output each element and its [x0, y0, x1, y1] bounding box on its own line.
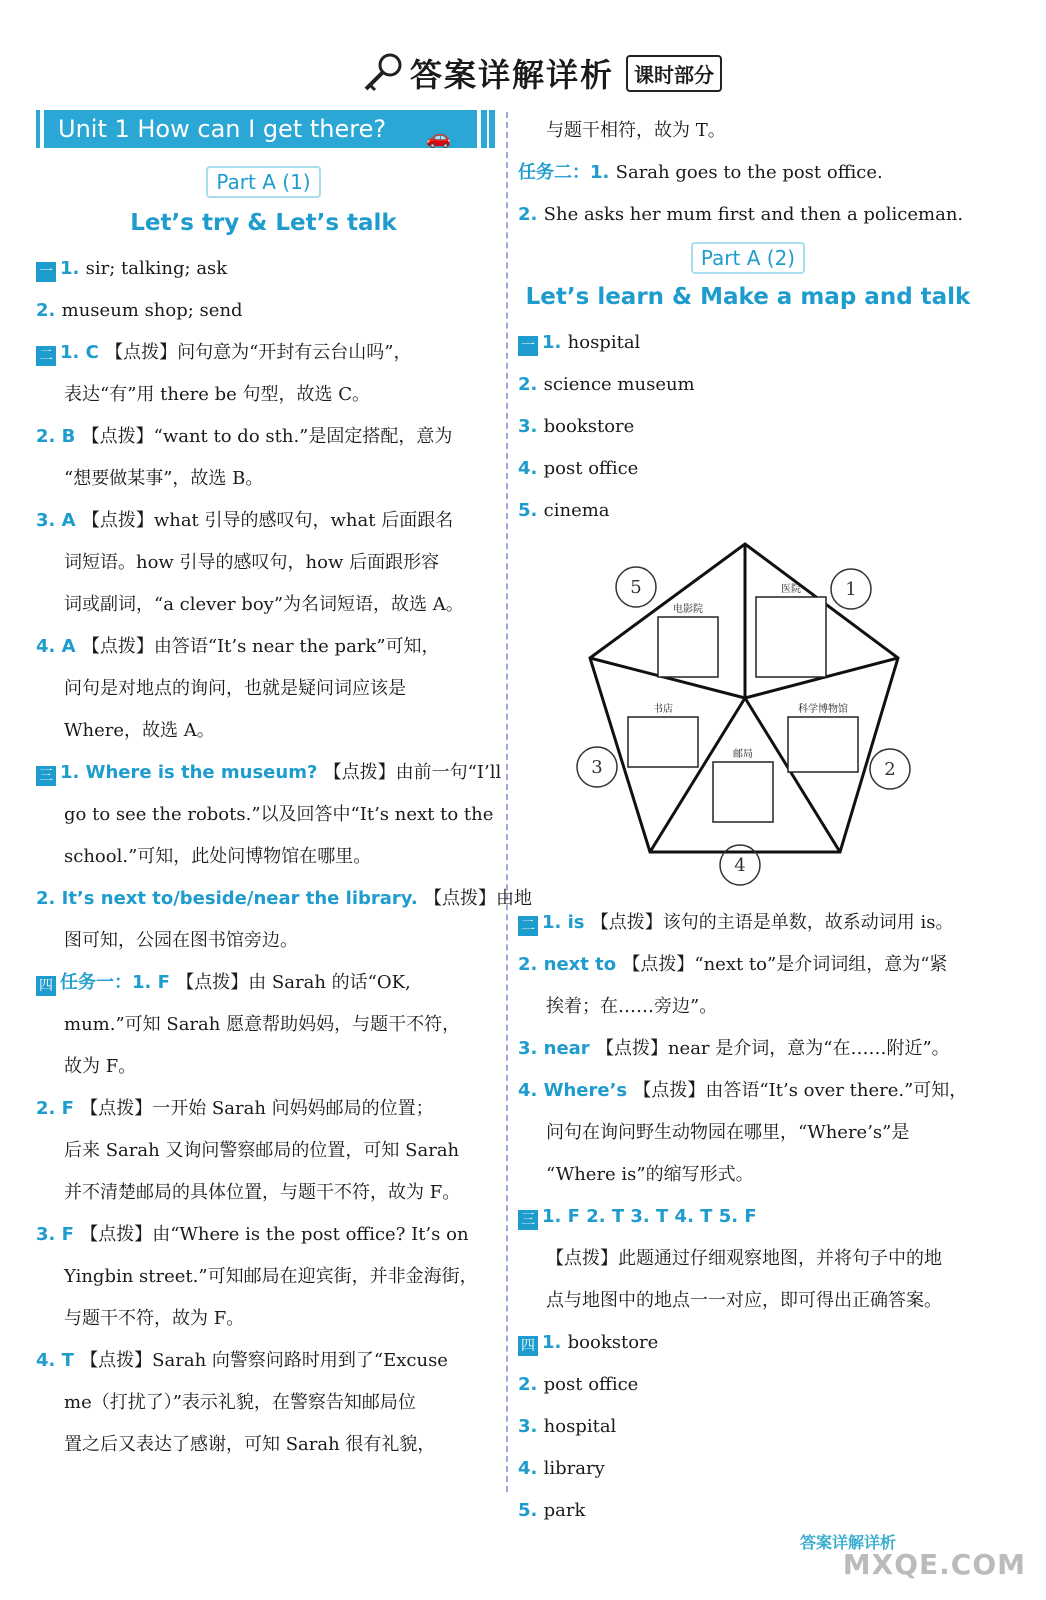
answer-text: library: [543, 1458, 605, 1479]
answer-key: 4. T: [36, 1350, 81, 1371]
answer-line: [36, 878, 532, 920]
answer-line: [36, 920, 491, 962]
answer-line: [518, 152, 978, 194]
answer-line: [518, 1448, 978, 1490]
answer-text: 【点拨】由答语“It’s near the park”可知，: [81, 636, 440, 657]
answer-text: 【点拨】此题通过仔细观察地图，并将句子中的地: [546, 1248, 942, 1269]
answer-line: [518, 110, 978, 152]
answer-line: [36, 248, 491, 290]
answer-line: [36, 1088, 491, 1130]
answer-line: [518, 902, 978, 944]
answer-text: mum.”可知 Sarah 愿意帮助妈妈，与题干不符，: [64, 1014, 461, 1035]
answer-line: [518, 1364, 978, 1406]
answer-text: cinema: [543, 500, 610, 521]
answer-line: [36, 332, 491, 374]
answer-text: “Where is”的缩写形式。: [546, 1164, 754, 1185]
answer-line: [36, 584, 491, 626]
left-column: [36, 110, 532, 1466]
answer-text: bookstore: [543, 416, 635, 437]
answer-line: [518, 986, 978, 1028]
answer-key: 5.: [518, 1500, 544, 1521]
answer-key: 2. F: [36, 1098, 81, 1119]
answer-line: [518, 1196, 978, 1238]
answer-line: [36, 1298, 491, 1340]
answer-text: 【点拨】问句意为“开封有云台山吗”，: [105, 342, 412, 363]
answer-line: [518, 1154, 978, 1196]
answer-key: 4. A: [36, 636, 82, 657]
answer-text: 【点拨】“next to”是介词词组，意为“紧: [622, 954, 948, 975]
answer-text: She asks her mum first and then a policeman.: [543, 204, 964, 225]
section-marker: 二: [518, 916, 538, 936]
answer-key: 1. Where is the museum?: [60, 762, 324, 783]
answer-key: 3.: [518, 1416, 544, 1437]
answer-line: [36, 1382, 491, 1424]
answer-line: [518, 1238, 978, 1280]
map-sign-bookstore: 书店: [653, 704, 673, 715]
page-header: [360, 48, 722, 98]
answer-key: 2.: [36, 300, 62, 321]
part-a2-label: Part A (2): [691, 242, 805, 274]
answer-text: post office: [543, 1374, 639, 1395]
answer-line: [518, 1280, 978, 1322]
answer-text: 与题干不符，故为 F。: [64, 1308, 245, 1329]
answer-key: 任务二：1.: [518, 162, 616, 183]
answer-text: science museum: [543, 374, 695, 395]
answer-text: 【点拨】由“Where is the post office? It’s on: [80, 1224, 469, 1245]
section-title-1: Let’s try & Let’s talk: [130, 210, 397, 236]
answer-line: [36, 710, 491, 752]
answer-line: [36, 374, 491, 416]
answer-line: [36, 500, 491, 542]
answer-key: 3. A: [36, 510, 82, 531]
answer-key: 2.: [518, 204, 544, 225]
answer-text: park: [543, 1500, 586, 1521]
section-marker: 三: [36, 766, 56, 786]
left-answers: [36, 248, 532, 1466]
answer-text: 图可知，公园在图书馆旁边。: [64, 930, 298, 951]
answer-line: [518, 490, 978, 532]
answer-key: 4.: [518, 1458, 544, 1479]
answer-text: 后来 Sarah 又询问警察邮局的位置，可知 Sarah: [64, 1140, 460, 1161]
answer-line: [36, 1340, 491, 1382]
answer-text: post office: [543, 458, 639, 479]
answer-line: [518, 322, 978, 364]
answer-text: 【点拨】由 Sarah 的话“OK,: [176, 972, 411, 993]
answer-line: [36, 1172, 491, 1214]
section-marker: 一: [36, 262, 56, 282]
answer-key: 2. next to: [518, 954, 623, 975]
answer-line: [518, 448, 978, 490]
answer-text: sir; talking; ask: [85, 258, 228, 279]
page-tag: 课时部分: [626, 55, 722, 92]
answer-key: 1. is: [542, 912, 591, 933]
answer-text: 【点拨】Sarah 向警察问路时用到了“Excuse: [80, 1350, 448, 1371]
right-answers-list: [518, 322, 978, 532]
map-sign-museum: 科学博物馆: [798, 704, 848, 715]
answer-line: [518, 194, 978, 236]
answer-key: 2. B: [36, 426, 82, 447]
answer-line: [36, 290, 491, 332]
answer-key: 4.: [518, 458, 544, 479]
answer-key: 1.: [60, 258, 86, 279]
answer-text: 词或副词，“a clever boy”为名词短语，故选 A。: [64, 594, 464, 615]
answer-key: 1. C: [60, 342, 106, 363]
section-marker: 四: [518, 1336, 538, 1356]
answer-key: 5.: [518, 500, 544, 521]
car-icon: 🚗: [426, 125, 451, 149]
map-sign-cinema: 电影院: [673, 604, 703, 615]
answer-line: [518, 1322, 978, 1364]
answer-line: [36, 752, 502, 794]
answer-line: [36, 1256, 491, 1298]
answer-key: 3.: [518, 416, 544, 437]
answer-text: 词短语。how 引导的感叹句，how 后面跟形容: [64, 552, 440, 573]
map-label-4: 4: [734, 855, 746, 876]
answer-key: 任务一：1. F: [60, 972, 177, 993]
map-sign-post-office: 邮局: [733, 749, 753, 760]
answer-text: 【点拨】what 引导的感叹句，what 后面跟名: [81, 510, 454, 531]
answer-line: [36, 668, 491, 710]
section-marker: 二: [36, 346, 56, 366]
answer-line: [36, 1004, 491, 1046]
answer-text: school.”可知，此处问博物馆在哪里。: [64, 846, 372, 867]
answer-text: 故为 F。: [64, 1056, 137, 1077]
answer-text: 【点拨】一开始 Sarah 问妈妈邮局的位置；: [80, 1098, 434, 1119]
answer-key: 1. F 2. T 3. T 4. T 5. F: [542, 1206, 757, 1227]
answer-text: 问句是对地点的询问，也就是疑问词应该是: [64, 678, 406, 699]
answer-text: 【点拨】near 是介词，意为“在……附近”。: [595, 1038, 950, 1059]
key-icon: [360, 51, 404, 95]
answer-line: [36, 416, 491, 458]
answer-key: 3. near: [518, 1038, 596, 1059]
right-answers-top: [518, 110, 978, 236]
unit-title: Unit 1 How can I get there?: [58, 115, 387, 143]
answer-text: hospital: [543, 1416, 617, 1437]
footer-label: 答案详解详析: [800, 1533, 897, 1552]
answer-text: 【点拨】由地: [423, 888, 532, 909]
answer-line: [518, 1070, 978, 1112]
column-divider: [506, 112, 508, 1492]
answer-line: [36, 626, 491, 668]
answer-text: Where，故选 A。: [64, 720, 215, 741]
answer-text: 【点拨】“want to do sth.”是固定搭配，意为: [81, 426, 453, 447]
map-diagram: [518, 532, 978, 902]
map-sign-hospital: 医院: [781, 584, 801, 595]
answer-line: [36, 962, 491, 1004]
answer-line: [518, 1406, 978, 1448]
answer-key: 2.: [518, 374, 544, 395]
page-title: 答案详解详析: [410, 56, 615, 94]
answer-key: 1.: [542, 1332, 568, 1353]
answer-text: 挨着；在……旁边”。: [546, 996, 718, 1017]
banner-stripes: [471, 110, 495, 148]
answer-line: [36, 1214, 491, 1256]
right-column: [518, 110, 978, 1532]
section-title-2: Let’s learn & Make a map and talk: [525, 284, 971, 310]
answer-text: 并不清楚邮局的具体位置，与题干不符，故为 F。: [64, 1182, 461, 1203]
answer-text: 置之后又表达了感谢，可知 Sarah 很有礼貌，: [64, 1434, 436, 1455]
part-a1-label: Part A (1): [206, 166, 320, 198]
right-answers-bottom: [518, 902, 978, 1532]
map-label-3: 3: [591, 757, 603, 778]
answer-line: [518, 944, 978, 986]
answer-key: 1.: [542, 332, 568, 353]
answer-line: [36, 458, 491, 500]
answer-text: hospital: [567, 332, 641, 353]
pentagon-map: [518, 532, 978, 902]
answer-line: [36, 1130, 491, 1172]
answer-line: [518, 406, 978, 448]
answer-text: 问句在询问野生动物园在哪里，“Where’s”是: [546, 1122, 910, 1143]
answer-line: [36, 1046, 491, 1088]
answer-text: 与题干相符，故为 T。: [546, 120, 726, 141]
answer-key: 2.: [518, 1374, 544, 1395]
section-marker: 三: [518, 1210, 538, 1230]
map-label-1: 1: [845, 579, 857, 600]
watermark: MXQE.COM: [842, 1548, 1026, 1581]
section-marker: 一: [518, 336, 538, 356]
answer-line: [36, 542, 491, 584]
answer-text: 点与地图中的地点一一对应，即可得出正确答案。: [546, 1290, 942, 1311]
map-label-5: 5: [630, 577, 642, 598]
answer-text: 表达“有”用 there be 句型，故选 C。: [64, 384, 370, 405]
answer-text: Yingbin street.”可知邮局在迎宾街，并非金海街，: [64, 1266, 478, 1287]
answer-line: [518, 1112, 978, 1154]
answer-text: “想要做某事”，故选 B。: [64, 468, 264, 489]
answer-text: me（打扰了）”表示礼貌，在警察告知邮局位: [64, 1392, 416, 1413]
answer-text: 【点拨】由前一句“I’ll: [323, 762, 502, 783]
answer-line: [518, 1490, 978, 1532]
section-marker: 四: [36, 976, 56, 996]
answer-text: 【点拨】该句的主语是单数，故系动词用 is。: [590, 912, 954, 933]
answer-key: 3. F: [36, 1224, 81, 1245]
answer-text: go to see the robots.”以及回答中“It’s next to the: [64, 804, 494, 825]
answer-line: [36, 836, 491, 878]
answer-text: bookstore: [567, 1332, 659, 1353]
answer-text: Sarah goes to the post office.: [615, 162, 883, 183]
answer-line: [36, 794, 494, 836]
unit-banner: [44, 110, 491, 148]
answer-text: museum shop; send: [61, 300, 243, 321]
answer-key: 2. It’s next to/beside/near the library.: [36, 888, 424, 909]
answer-text: 【点拨】由答语“It’s over there.”可知，: [633, 1080, 968, 1101]
answer-line: [518, 1028, 978, 1070]
answer-key: 4. Where’s: [518, 1080, 634, 1101]
answer-line: [518, 364, 978, 406]
map-label-2: 2: [884, 759, 896, 780]
answer-line: [36, 1424, 491, 1466]
